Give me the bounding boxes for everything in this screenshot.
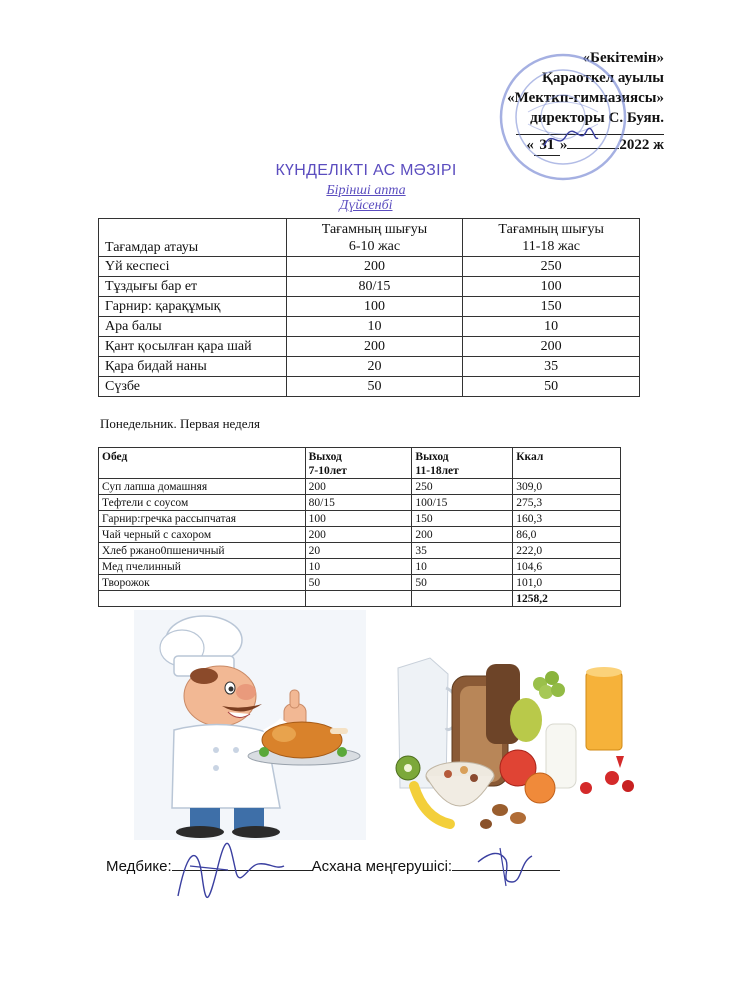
date-year: 2022 ж [619,137,664,153]
ru-caption: Понедельник. Первая неделя [100,416,261,431]
total-kcal: 1258,2 [513,591,621,607]
header-yield-6-10: Тағамның шығуы 6-10 жас [286,219,463,257]
table-row: Қант қосылған қара шай 200 200 [99,337,640,357]
table-row: Үй кеспесі 200 250 [99,257,640,277]
header-yield-7-10: Выход 7-10лет [305,448,412,479]
table-header-row [99,219,640,257]
header-kcal: Ккал [513,448,621,479]
medic-signature [168,836,288,906]
menu-week: Бірінші апта [326,183,406,198]
table-row: Тұздығы бар ет 80/15 100 [99,277,640,297]
table-row: Хлеб ржано0пшеничный 20 35 222,0 [99,543,621,559]
total-row [99,591,621,607]
menu-title: КҮНДЕЛІКТІ АС МӘЗІРІ [275,162,457,179]
table-row: Қара бидай наны 20 35 [99,357,640,377]
table-row: Сүзбе 50 50 [99,377,640,397]
header-yield-11-18: Выход 11-18лет [412,448,513,479]
header-yield-11-18: Тағамның шығуы 11-18 жас [463,219,640,257]
table-row: Тефтели с соусом 80/15 100/15 275,3 [99,495,621,511]
header-lunch: Обед [99,448,306,479]
table-row: Творожок 50 50 101,0 [99,575,621,591]
approval-line-4: директоры С. Буян. [530,110,664,126]
approval-line-2: Қараоткел ауылы [541,70,664,86]
director-signature [540,124,600,154]
table-row: Мед пчелинный 10 10 104,6 [99,559,621,575]
chef-illustration [134,610,366,840]
table-row: Суп лапша домашняя 200 250 309,0 [99,479,621,495]
date-day: 31 [534,135,560,156]
menu-day: Дүйсенбі [339,198,393,213]
approval-date: « 31 » 2022 ж [507,135,664,156]
approval-line-3: «Мекткп-гимназиясы» [507,90,664,106]
kitchen-signature [470,842,540,890]
table-row: Ара балы 10 10 [99,317,640,337]
table-row: Чай черный с сахором 200 200 86,0 [99,527,621,543]
medic-label: Медбике: [106,858,172,875]
header-dish: Тағамдар атауы [99,219,287,257]
table-header-row [99,448,621,479]
ru-menu-table [98,447,621,607]
table-row: Гарнир: қарақұмық 100 150 [99,297,640,317]
food-illustration [390,628,642,840]
kz-menu-table [98,218,640,397]
table-row: Гарнир:гречка рассыпчатая 100 150 160,3 [99,511,621,527]
kitchen-label: Асхана меңгерушісі: [311,858,453,875]
approval-line-1: «Бекітемін» [582,50,664,66]
